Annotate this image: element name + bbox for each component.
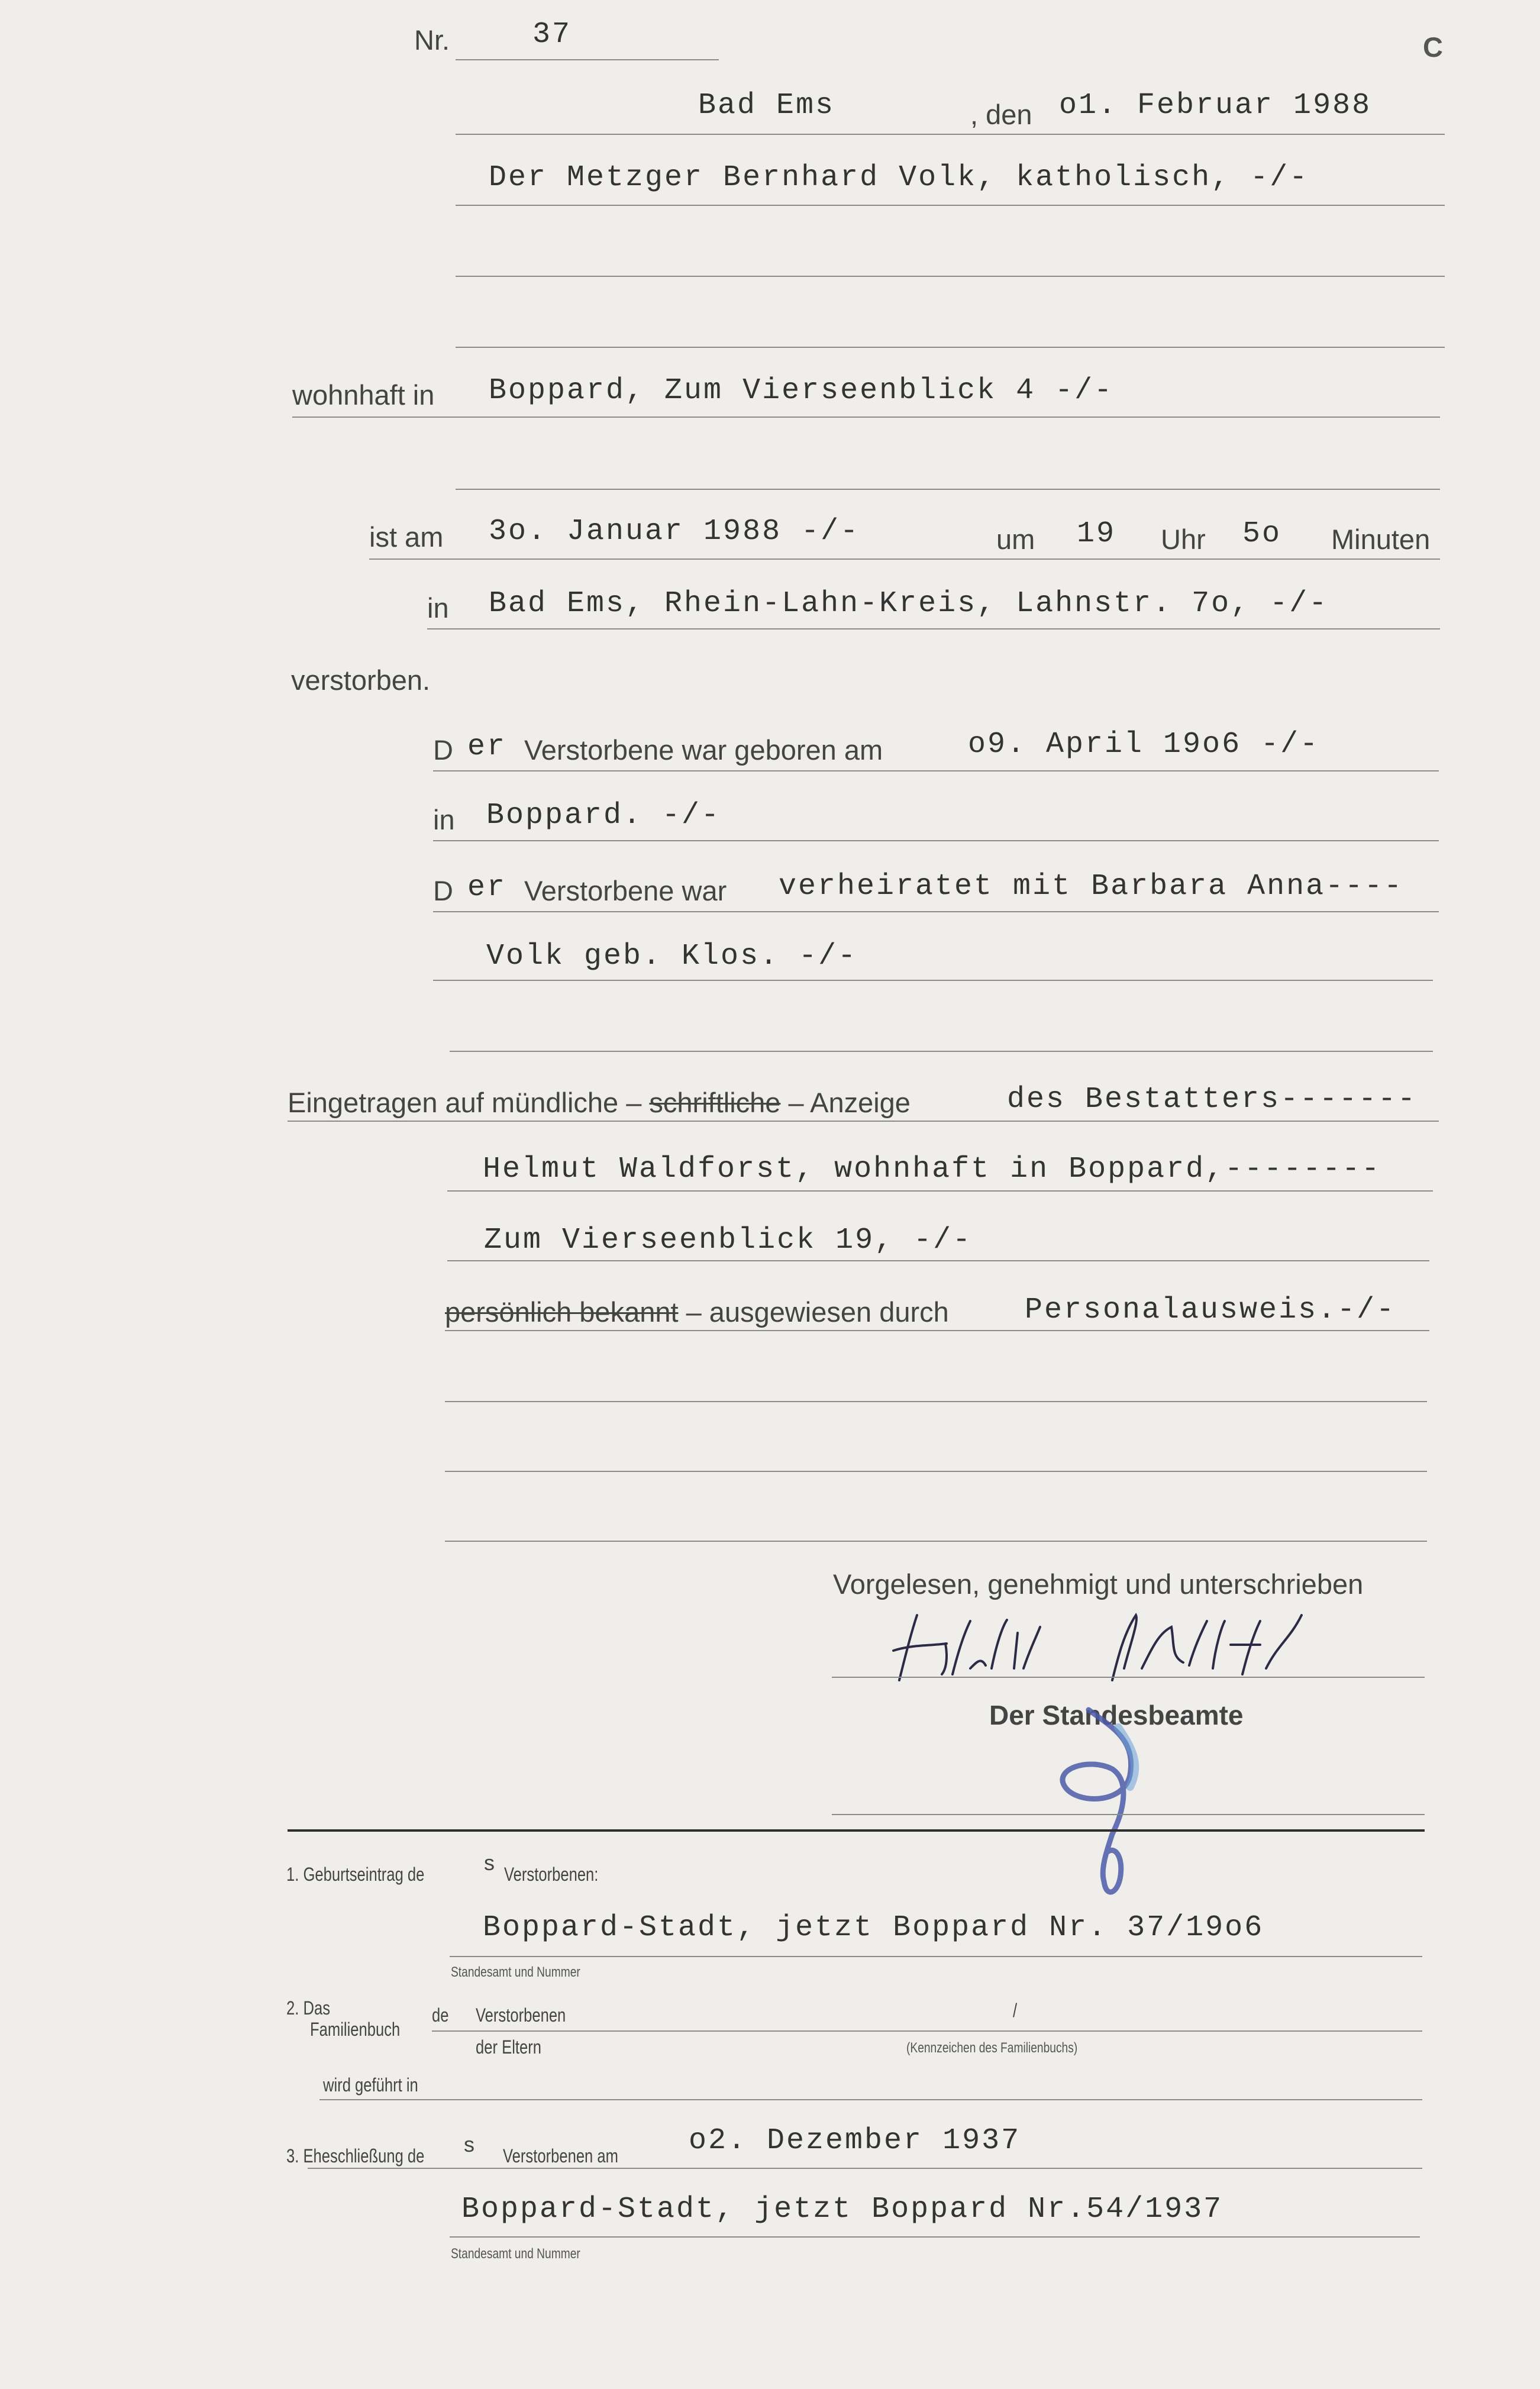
report-underline-1 <box>288 1121 1439 1122</box>
birth-date: o9. April 19o6 -/- <box>968 728 1320 761</box>
f3-label: 3. Eheschließung de <box>286 2145 425 2167</box>
uhr-label: Uhr <box>1161 524 1206 555</box>
record-number: 37 <box>532 18 572 51</box>
um-label: um <box>996 524 1035 555</box>
f2-caption: (Kennzeichen des Familienbuchs) <box>906 2040 1078 2056</box>
f3-date: o2. Dezember 1937 <box>689 2124 1021 2158</box>
report-label-b: – Anzeige <box>788 1087 911 1118</box>
den-label: , den <box>970 99 1032 130</box>
report-label-a: Eingetragen auf mündliche – <box>288 1087 642 1118</box>
f2-de: de <box>432 2004 449 2026</box>
birth-prefix-er: er <box>467 730 507 764</box>
ident-label-b: – ausgewiesen durch <box>686 1296 949 1328</box>
report-label <box>288 1086 911 1119</box>
f2-slash: / <box>1013 2000 1018 2021</box>
death-hour: 19 <box>1077 517 1116 551</box>
blank-line-4 <box>450 1051 1433 1052</box>
death-date: 3o. Januar 1988 -/- <box>489 515 860 548</box>
wohnhaft-label: wohnhaft in <box>292 379 435 411</box>
nr-underline <box>456 59 719 60</box>
date-line <box>456 134 1445 135</box>
report-line-2: Helmut Waldforst, wohnhaft in Boppard,-------- <box>483 1152 1381 1186</box>
verstorben-label: verstorben. <box>291 664 431 696</box>
f3-underline-2 <box>450 2236 1420 2238</box>
report-line-3: Zum Vierseenblick 19, -/- <box>484 1223 973 1257</box>
ident-underline <box>445 1330 1429 1331</box>
f3-value: Boppard-Stadt, jetzt Boppard Nr.54/1937 <box>461 2193 1223 2226</box>
corner-letter: C <box>1423 31 1443 63</box>
death-time-underline <box>369 558 1440 560</box>
f1-underline <box>450 1956 1422 1957</box>
f3-label-2: Verstorbenen am <box>503 2145 618 2167</box>
registrar-line <box>832 1814 1425 1815</box>
report-line-1: des Bestatters------- <box>1007 1083 1418 1116</box>
registrar-label: Der Standesbeamte <box>989 1700 1244 1731</box>
report-label-struck: schriftliche <box>649 1087 781 1118</box>
marital-line-1: verheiratet mit Barbara Anna---- <box>779 870 1404 903</box>
read-approved-label: Vorgelesen, genehmigt und unterschrieben <box>833 1568 1364 1600</box>
blank-line-2 <box>456 347 1445 348</box>
death-minutes: 5o <box>1242 517 1282 551</box>
ident-struck: persönlich bekannt <box>445 1296 679 1328</box>
marital-underline-2 <box>433 980 1433 981</box>
f2-underline <box>432 2030 1422 2032</box>
ist-am-label: ist am <box>369 521 444 553</box>
separator-rule <box>288 1829 1425 1832</box>
f3-caption: Standesamt und Nummer <box>451 2246 580 2262</box>
ident-label <box>445 1296 949 1328</box>
birth-place-underline <box>433 840 1439 841</box>
f1-label-a: 1. Geburtseintrag de <box>286 1864 425 1885</box>
place-of-record: Bad Ems <box>698 89 835 122</box>
declarant-signature <box>876 1609 1361 1692</box>
f1-label <box>286 1864 424 1886</box>
minuten-label: Minuten <box>1331 524 1431 555</box>
birth-in-label: in <box>433 804 455 835</box>
declarant-address: Boppard, Zum Vierseenblick 4 -/- <box>489 374 1114 408</box>
marital-prefix-er: er <box>467 871 507 905</box>
f2-option-2: der Eltern <box>476 2036 541 2058</box>
marital-underline-1 <box>433 911 1439 912</box>
nr-label: Nr. <box>414 24 450 56</box>
blank-line-3 <box>456 489 1440 490</box>
blank-line-6 <box>445 1471 1427 1472</box>
death-in-label: in <box>427 592 449 624</box>
report-underline-3 <box>447 1260 1429 1261</box>
registrar-signature <box>1041 1704 1183 1905</box>
f2-option-1: Verstorbenen <box>476 2004 566 2026</box>
death-place-underline <box>427 628 1440 629</box>
marital-line-2: Volk geb. Klos. -/- <box>486 940 858 973</box>
f1-suffix: s <box>484 1851 495 1875</box>
blank-line-5 <box>445 1401 1427 1402</box>
birth-prefix-d: D <box>433 734 453 766</box>
report-underline-2 <box>447 1190 1433 1192</box>
blank-line-1 <box>456 276 1445 277</box>
f2-label-c: wird geführt in <box>323 2074 418 2096</box>
f3-suffix: s <box>464 2132 474 2156</box>
marital-prefix-d: D <box>433 875 453 906</box>
f2-underline-2 <box>319 2099 1422 2100</box>
ident-value: Personalausweis.-/- <box>1025 1293 1396 1327</box>
f3-underline <box>308 2168 1422 2169</box>
record-date: o1. Februar 1988 <box>1059 89 1372 122</box>
declarant-line: Der Metzger Bernhard Volk, katholisch, -/- <box>489 161 1309 195</box>
address-underline <box>292 417 1440 418</box>
f2-label-a: 2. Das <box>286 1997 330 2019</box>
f1-value: Boppard-Stadt, jetzt Boppard Nr. 37/19o6 <box>483 1911 1264 1945</box>
f2-label-b: Familienbuch <box>310 2019 401 2040</box>
f1-caption: Standesamt und Nummer <box>451 1964 580 1980</box>
marital-label: Verstorbene war <box>524 875 727 906</box>
birth-place: Boppard. -/- <box>486 799 721 832</box>
declarant-underline <box>456 205 1445 206</box>
signature-line <box>832 1677 1425 1678</box>
blank-line-7 <box>445 1541 1427 1542</box>
f1-label-2: Verstorbenen: <box>504 1864 599 1885</box>
death-place: Bad Ems, Rhein-Lahn-Kreis, Lahnstr. 7o, -/- <box>489 587 1329 621</box>
birth-date-underline <box>433 770 1439 771</box>
birth-label: Verstorbene war geboren am <box>524 734 883 766</box>
